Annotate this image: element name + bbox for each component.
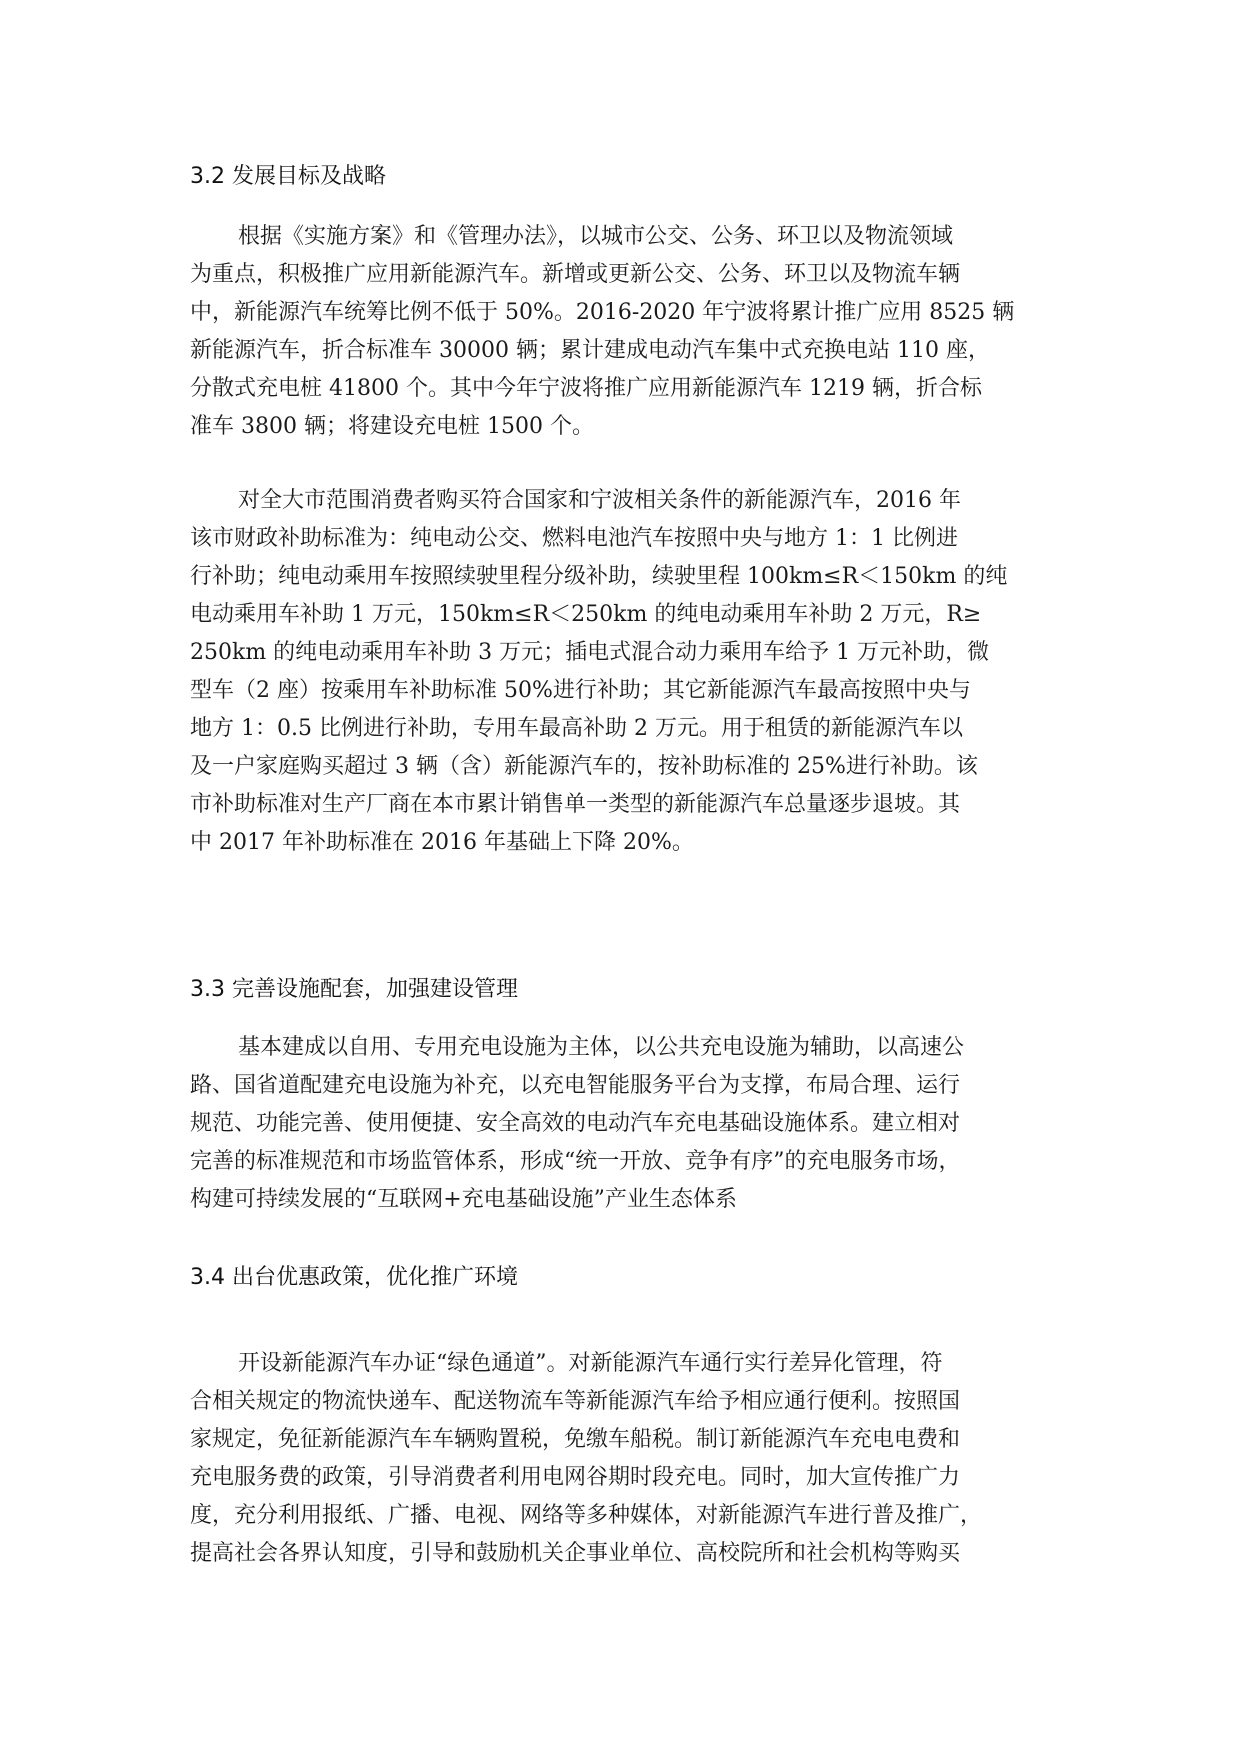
text-line: 地方 1：0.5 比例进行补助，专用车最高补助 2 万元。用于租赁的新能源汽车以 bbox=[190, 716, 963, 741]
text-line: 市补助标准对生产厂商在本市累计销售单一类型的新能源汽车总量逐步退坡。其 bbox=[190, 792, 961, 817]
text-line: 路、国省道配建充电设施为补充，以充电智能服务平台为支撑，布局合理、运行 bbox=[190, 1073, 961, 1098]
text-line: 开设新能源汽车办证“绿色通道”。对新能源汽车通行实行差异化管理，符 bbox=[238, 1351, 943, 1376]
section-heading-3-4: 3.4 出台优惠政策，优化推广环境 bbox=[190, 1265, 518, 1290]
text-line: 合相关规定的物流快递车、配送物流车等新能源汽车给予相应通行便利。按照国 bbox=[190, 1389, 961, 1414]
text-line: 完善的标准规范和市场监管体系，形成“统一开放、竞争有序”的充电服务市场， bbox=[190, 1149, 961, 1174]
text-line: 提高社会各界认知度，引导和鼓励机关企事业单位、高校院所和社会机构等购买 bbox=[190, 1541, 961, 1566]
text-line: 根据《实施方案》和《管理办法》，以城市公交、公务、环卫以及物流领域 bbox=[238, 224, 954, 249]
paragraph-targets bbox=[190, 218, 1060, 446]
text-line: 250km 的纯电动乘用车补助 3 万元；插电式混合动力乘用车给予 1 万元补助，微 bbox=[190, 640, 990, 665]
text-line: 为重点，积极推广应用新能源汽车。新增或更新公交、公务、环卫以及物流车辆 bbox=[190, 262, 961, 287]
text-line: 充电服务费的政策，引导消费者利用电网谷期时段充电。同时，加大宣传推广力 bbox=[190, 1465, 961, 1490]
text-line: 规范、功能完善、使用便捷、安全高效的电动汽车充电基础设施体系。建立相对 bbox=[190, 1111, 961, 1136]
text-line: 该市财政补助标准为：纯电动公交、燃料电池汽车按照中央与地方 1：1 比例进 bbox=[190, 526, 958, 551]
text-line: 准车 3800 辆；将建设充电桩 1500 个。 bbox=[190, 414, 594, 439]
text-line: 家规定，免征新能源汽车车辆购置税，免缴车船税。制订新能源汽车充电电费和 bbox=[190, 1427, 961, 1452]
text-line: 构建可持续发展的“互联网+充电基础设施”产业生态体系 bbox=[190, 1187, 737, 1212]
paragraph-charging-infrastructure bbox=[190, 1029, 1060, 1219]
text-line: 分散式充电桩 41800 个。其中今年宁波将推广应用新能源汽车 1219 辆，折合标 bbox=[190, 376, 982, 401]
text-line: 型车（2 座）按乘用车补助标准 50%进行补助；其它新能源汽车最高按照中央与 bbox=[190, 678, 971, 703]
paragraph-preferential-policies bbox=[190, 1345, 1060, 1573]
section-heading-3-2: 3.2 发展目标及战略 bbox=[190, 164, 386, 189]
text-line: 电动乘用车补助 1 万元，150km≤R＜250km 的纯电动乘用车补助 2 万元，R≥ bbox=[190, 602, 982, 627]
section-heading-3-3: 3.3 完善设施配套，加强建设管理 bbox=[190, 977, 518, 1002]
paragraph-subsidy-standards bbox=[190, 482, 1060, 862]
text-line: 中 2017 年补助标准在 2016 年基础上下降 20%。 bbox=[190, 830, 694, 855]
text-line: 及一户家庭购买超过 3 辆（含）新能源汽车的，按补助标准的 25%进行补助。该 bbox=[190, 754, 978, 779]
text-line: 行补助；纯电动乘用车按照续驶里程分级补助，续驶里程 100km≤R＜150km 的纯 bbox=[190, 564, 1008, 589]
text-line: 新能源汽车，折合标准车 30000 辆；累计建成电动汽车集中式充换电站 110 座， bbox=[190, 338, 990, 363]
text-line: 度，充分利用报纸、广播、电视、网络等多种媒体，对新能源汽车进行普及推广， bbox=[190, 1503, 983, 1528]
text-line: 中，新能源汽车统筹比例不低于 50%。2016-2020 年宁波将累计推广应用 8525 辆 bbox=[190, 300, 1015, 325]
text-line: 对全大市范围消费者购买符合国家和宁波相关条件的新能源汽车，2016 年 bbox=[238, 488, 961, 513]
text-line: 基本建成以自用、专用充电设施为主体，以公共充电设施为辅助，以高速公 bbox=[238, 1035, 965, 1060]
